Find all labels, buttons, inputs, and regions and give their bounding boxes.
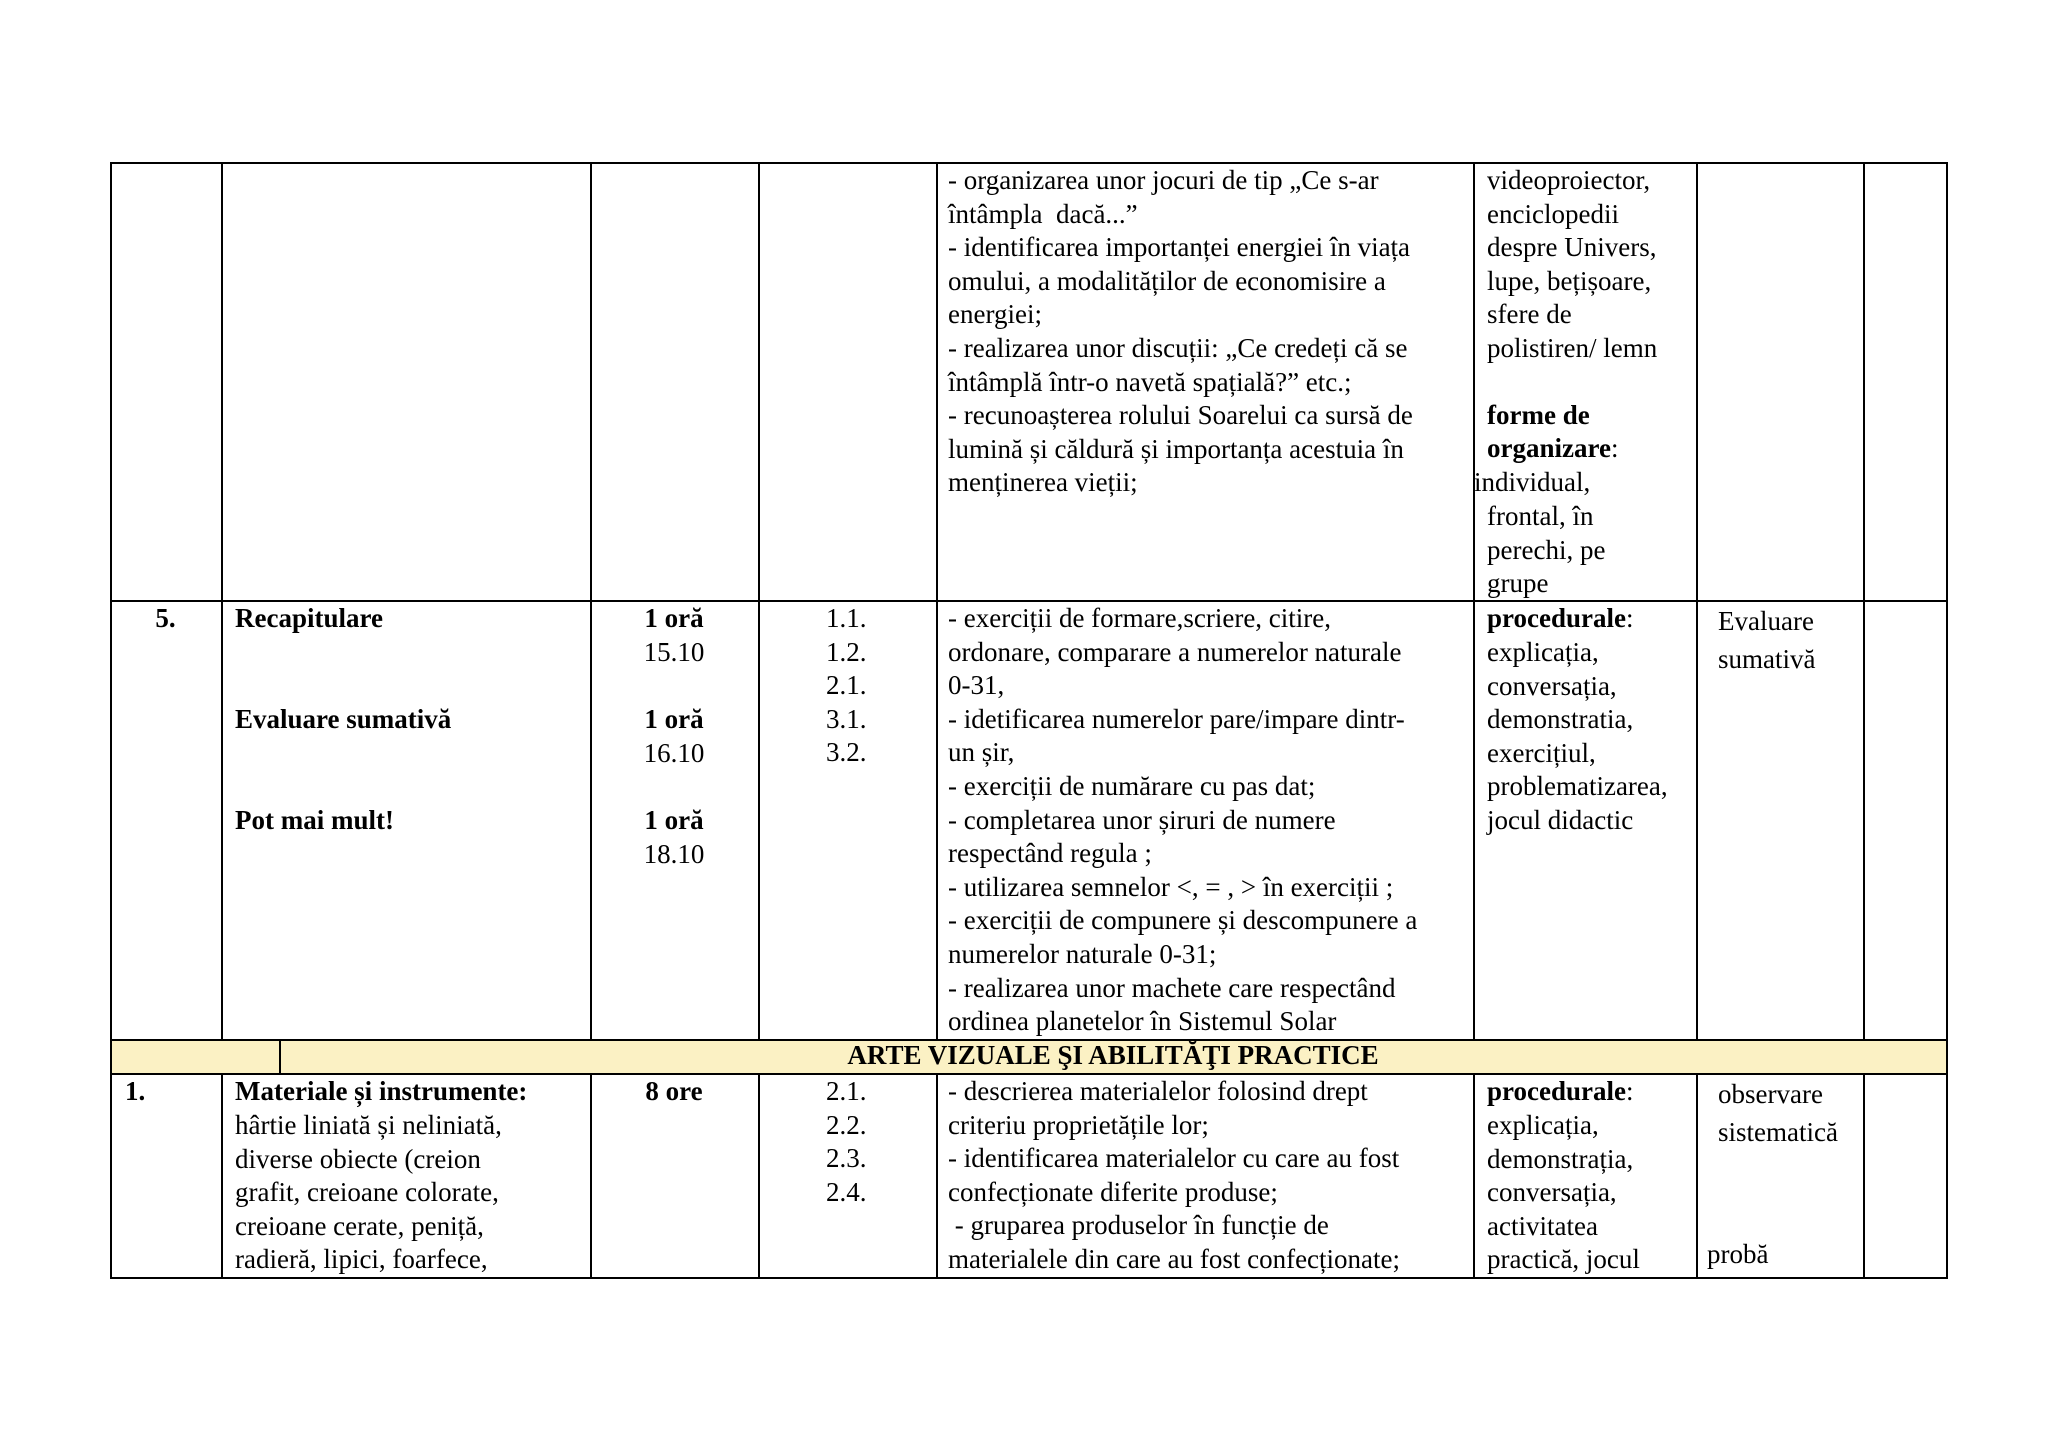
- competences-cell: 2.1. 2.2. 2.3. 2.4.: [826, 1076, 867, 1207]
- resources-cell: explicația, conversația, demonstratia, exercițiul, problematizarea, jocul didactic: [1487, 637, 1668, 835]
- column-border: [1473, 162, 1475, 1039]
- row-number: 5.: [155, 603, 176, 633]
- column-border: [758, 162, 760, 1039]
- column-border: [1946, 162, 1948, 1278]
- unit-date: 15.10: [643, 637, 705, 667]
- unit-hours: 1 oră: [644, 805, 704, 835]
- column-border: [1696, 162, 1698, 1039]
- column-border: [221, 1073, 223, 1278]
- resources-materials-cell: videoproiector, enciclopedii despre Univers, lupe, bețișoare, sfere de polistiren/ lemn: [1487, 165, 1658, 363]
- resources-cell: explicația, demonstrația, conversația, activitatea practică, jocul: [1487, 1110, 1640, 1275]
- evaluation-cell: probă: [1707, 1239, 1769, 1269]
- activities-cell: - descrierea materialelor folosind drept criteriu proprietățile lor; - identificarea materialelor cu care au fost confecționate diferite produse; - gruparea produselor în funcție de materialele din care au fost confecționate;: [948, 1076, 1401, 1274]
- column-border: [936, 1073, 938, 1278]
- unit-title: Materiale și instrumente:: [235, 1076, 528, 1106]
- forms-first-item: individual,: [1474, 467, 1591, 497]
- resources-label-text: procedurale: [1487, 1076, 1626, 1106]
- resources-colon: :: [1625, 1076, 1634, 1106]
- column-border: [221, 162, 223, 1039]
- column-border: [1696, 1073, 1698, 1278]
- unit-title: Evaluare sumativă: [235, 704, 452, 734]
- column-border: [1863, 1073, 1865, 1278]
- section-title: ARTE VIZUALE ŞI ABILITĂŢI PRACTICE: [847, 1040, 1379, 1070]
- column-border: [936, 162, 938, 1039]
- row-border: [110, 1277, 1948, 1279]
- forms-colon: :: [1610, 433, 1619, 463]
- unit-date: 18.10: [643, 839, 705, 869]
- evaluation-cell: Evaluare sumativă: [1718, 606, 1816, 674]
- column-border: [110, 162, 112, 1278]
- column-border: [1473, 1073, 1475, 1278]
- unit-title: Recapitulare: [235, 603, 383, 633]
- planning-table: [110, 162, 1948, 1278]
- resources-colon: :: [1625, 603, 1634, 633]
- unit-hours: 1 oră: [644, 704, 704, 734]
- column-border: [758, 1073, 760, 1278]
- column-border: [590, 162, 592, 1039]
- forms-label: [1487, 432, 1618, 466]
- competences-cell: 1.1. 1.2. 2.1. 3.1. 3.2.: [826, 603, 867, 768]
- unit-title: Pot mai mult!: [235, 805, 394, 835]
- resources-label: [1487, 602, 1634, 636]
- forms-label-line2: organizare: [1487, 433, 1611, 463]
- activities-cell: - exerciții de formare,scriere, citire, ordonare, comparare a numerelor naturale 0-31, - idetificarea numerelor pare/impare dintr- un șir, - exerciții de numărare cu pas dat; - completarea unor șiruri de numere respectând regula ; - utilizarea semnelor <, = , > în exerciții ; - exerciții de compunere și descompunere a numerelor naturale 0-31; - realizarea unor machete care respectând ordinea planetelor în Sistemul Solar: [948, 603, 1418, 1037]
- unit-hours: 1 oră: [644, 603, 704, 633]
- evaluation-cell: observare sistematică: [1718, 1079, 1838, 1147]
- forms-label-line1: forme de: [1487, 400, 1590, 430]
- unit-date: 16.10: [643, 738, 705, 768]
- unit-content: hârtie liniată și neliniată, diverse obiecte (creion grafit, creioane colorate, creioane cerate, peniță, radieră, lipici, foarfece,: [235, 1110, 502, 1275]
- forms-items: frontal, în perechi, pe grupe: [1487, 501, 1606, 599]
- activities-cell: - organizarea unor jocuri de tip „Ce s-ar întâmpla dacă...” - identificarea importanței energiei în viața omului, a modalităților de economisire a energiei; - realizarea unor discuții: „Ce credeți că se întâmplă într-o navetă spațială?” etc.; - recunoașterea rolului Soarelui ca sursă de lumină și căldură și importanța acestuia în menținerea vieții;: [948, 165, 1413, 498]
- row-number: 1.: [125, 1076, 146, 1106]
- resources-label-text: procedurale: [1487, 603, 1626, 633]
- resources-label: [1487, 1075, 1634, 1109]
- unit-hours: 8 ore: [645, 1076, 703, 1106]
- forms-label: [1487, 399, 1590, 433]
- column-border: [1863, 162, 1865, 1039]
